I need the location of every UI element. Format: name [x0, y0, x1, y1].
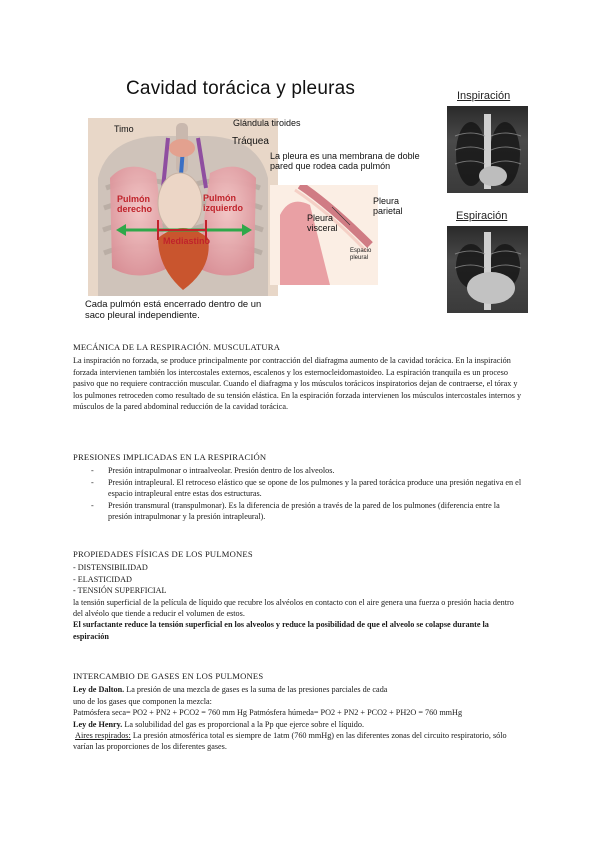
label-pleura-nota: La pleura es una membrana de doble pared que rodea cada pulmón: [270, 151, 420, 171]
list-item: - TENSIÓN SUPERFICIAL: [73, 586, 167, 596]
label-espacio-pleural: Espacio pleural: [350, 248, 372, 261]
label-timo: Timo: [114, 124, 134, 134]
figure-title: Cavidad torácica y pleuras: [126, 78, 356, 99]
label-pulmon-izquierdo: Pulmón izquierdo: [203, 193, 243, 213]
xray-inspiracion: [447, 106, 528, 193]
formula: Patmósfera seca= PO2 + PN2 + PCO2 = 760 mm Hg Patmósfera húmeda= PO2 + PN2 + PCO2 + PH2O = 760 mmHg: [73, 708, 463, 718]
henry-label: Ley de Henry.: [73, 719, 123, 729]
heading-mecanica: MECÁNICA DE LA RESPIRACIÓN. MUSCULATURA: [73, 342, 281, 352]
xray-espiracion: [447, 226, 528, 313]
section-intercambio: [73, 671, 525, 753]
section-propiedades: [73, 549, 525, 642]
section-presiones: [73, 452, 525, 522]
heading-intercambio: INTERCAMBIO DE GASES EN LOS PULMONES: [73, 671, 264, 681]
paragraph-surfactante: El surfactante reduce la tensión superficial en los alveolos y reduce la posibilidad de que el alveolo se colapse durante la espiración: [73, 620, 489, 641]
list-item: - ELASTICIDAD: [73, 574, 132, 584]
section-mecanica: [73, 342, 525, 412]
label-mediastino: Mediastino: [163, 236, 211, 246]
figure-caption: Cada pulmón está encerrado dentro de un saco pleural independiente.: [85, 298, 262, 320]
henry-text: La solubilidad del gas es proporcional a la Pp que ejerce sobre el líquido.: [122, 719, 365, 729]
paragraph-mecanica: La inspiración no forzada, se produce principalmente por contracción del diafragma aumento de la cavidad torácica. En la inspiración forzada intervienen también los intercostales externos, escalenos y los esternocleidomastoideo. La espiración tranquila es un proceso pasivo que no requiere contracción muscular. Cuando el diafragma y los músculos torácicos inspiratorios dejan de contraerse, el tórax y los pulmones retroceden como resultado de su tensión elástica. En la espiración forzada intervienen los músculos intercostales internos y músculos de la pared abdominal reducción de la cavidad torácica.: [73, 356, 522, 412]
aires-label: Aires respirados:: [75, 731, 131, 741]
aires-text: La presión atmosférica total es siempre de 1atm (760 mmHg) en las diferentes zonas del circuito respiratorio, sólo varían las proporciones de los diferentes gases.: [73, 731, 507, 752]
heading-presiones: PRESIONES IMPLICADAS EN LA RESPIRACIÓN: [73, 452, 267, 462]
label-pleura-visceral: Pleura visceral: [307, 213, 338, 233]
dalton-text-2: uno de los gases que componen la mezcla:: [73, 696, 212, 706]
pleura-illustration: [270, 185, 378, 285]
list-item: - DISTENSIBILIDAD: [73, 563, 148, 573]
label-espiracion: Espiración: [456, 210, 508, 222]
label-glandula-tiroides: Glándula tiroides: [233, 118, 301, 128]
list-presiones: [73, 465, 525, 522]
dalton-text: La presión de una mezcla de gases es la suma de las presiones parciales de cada: [124, 685, 388, 695]
paragraph-tension: la tensión superficial de la película de líquido que recubre los alvéolos en contacto con el aire genera una fuerza o presión hacia dentro del alvéolo que tiende a reducir el volumen de estos.: [73, 597, 514, 619]
label-pleura-parietal: Pleura parietal: [373, 196, 403, 216]
label-pulmon-derecho: Pulmón derecho: [117, 194, 153, 214]
list-item: - Presión intrapleural. El retroceso elástico que se opone de los pulmones y la pared torácica produce una presión negativa en el espacio intrapleural entre estas dos estructuras.: [73, 477, 525, 500]
label-traquea: Tráquea: [232, 136, 269, 147]
dalton-label: Ley de Dalton.: [73, 685, 125, 695]
heading-propiedades: PROPIEDADES FÍSICAS DE LOS PULMONES: [73, 549, 253, 559]
list-item: - Presión transmural (transpulmonar). Es la diferencia de presión a través de la pared de los pulmones (diferencia entre la presión intrapulmonar y la presión intrapleural).: [73, 500, 525, 523]
label-inspiracion: Inspiración: [457, 90, 511, 102]
list-item: - Presión intrapulmonar o intraalveolar. Presión dentro de los alveolos.: [73, 465, 525, 476]
